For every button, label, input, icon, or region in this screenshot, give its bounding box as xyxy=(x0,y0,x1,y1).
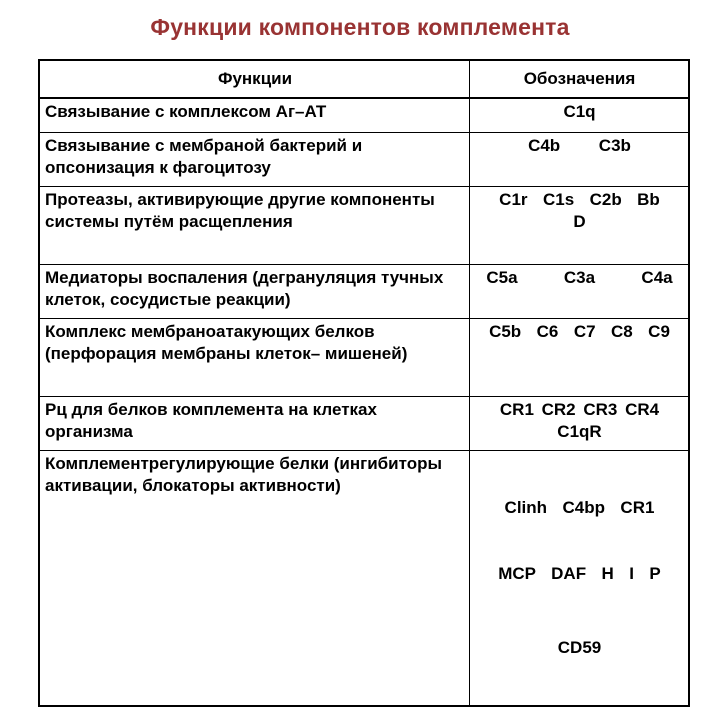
designation-cell: C1q xyxy=(470,98,690,132)
designation-cell: C5b C6 C7 C8 C9 xyxy=(470,318,690,396)
function-cell: Связывание с мембраной бактерий и опсонизация к фагоцитозу xyxy=(39,132,470,186)
function-cell: Рц для белков комплемента на клетках организма xyxy=(39,396,470,450)
function-cell: Медиаторы воспаления (дегрануляция тучных клеток, сосудистые реакции) xyxy=(39,264,470,318)
designation-cell: CR1 CR2 CR3 CR4 C1qR xyxy=(470,396,690,450)
designation-cell: C1r C1s C2b Bb D xyxy=(470,186,690,264)
designation-line: CD59 xyxy=(557,637,602,657)
designation-line: Clinh C4bp CR1 xyxy=(504,497,655,517)
table-row xyxy=(39,98,689,132)
table-row xyxy=(39,186,689,264)
function-cell: Протеазы, активирующие другие компоненты системы путём расщепления xyxy=(39,186,470,264)
table-row xyxy=(39,450,689,706)
complement-functions-table xyxy=(38,59,690,707)
function-cell: Комплементрегулирующие белки (ингибиторы активации, блокаторы активности) xyxy=(39,450,470,706)
table-row xyxy=(39,132,689,186)
designation-cell: C5a C3a C4a xyxy=(470,264,690,318)
function-cell: Связывание с комплексом Аг–АТ xyxy=(39,98,470,132)
header-functions: Функции xyxy=(39,60,470,98)
page-title: Функции компонентов комплемента xyxy=(150,14,570,40)
table-row xyxy=(39,318,689,396)
designation-line: MCP DAF H I P xyxy=(498,563,661,583)
table-row xyxy=(39,264,689,318)
table-header-row xyxy=(39,60,689,98)
header-designations: Обозначения xyxy=(470,60,690,98)
designation-cell xyxy=(470,450,690,706)
table-row xyxy=(39,396,689,450)
designation-cell: C4b C3b xyxy=(470,132,690,186)
function-cell: Комплекс мембраноатакующих белков (перфорация мембраны клеток– мишеней) xyxy=(39,318,470,396)
